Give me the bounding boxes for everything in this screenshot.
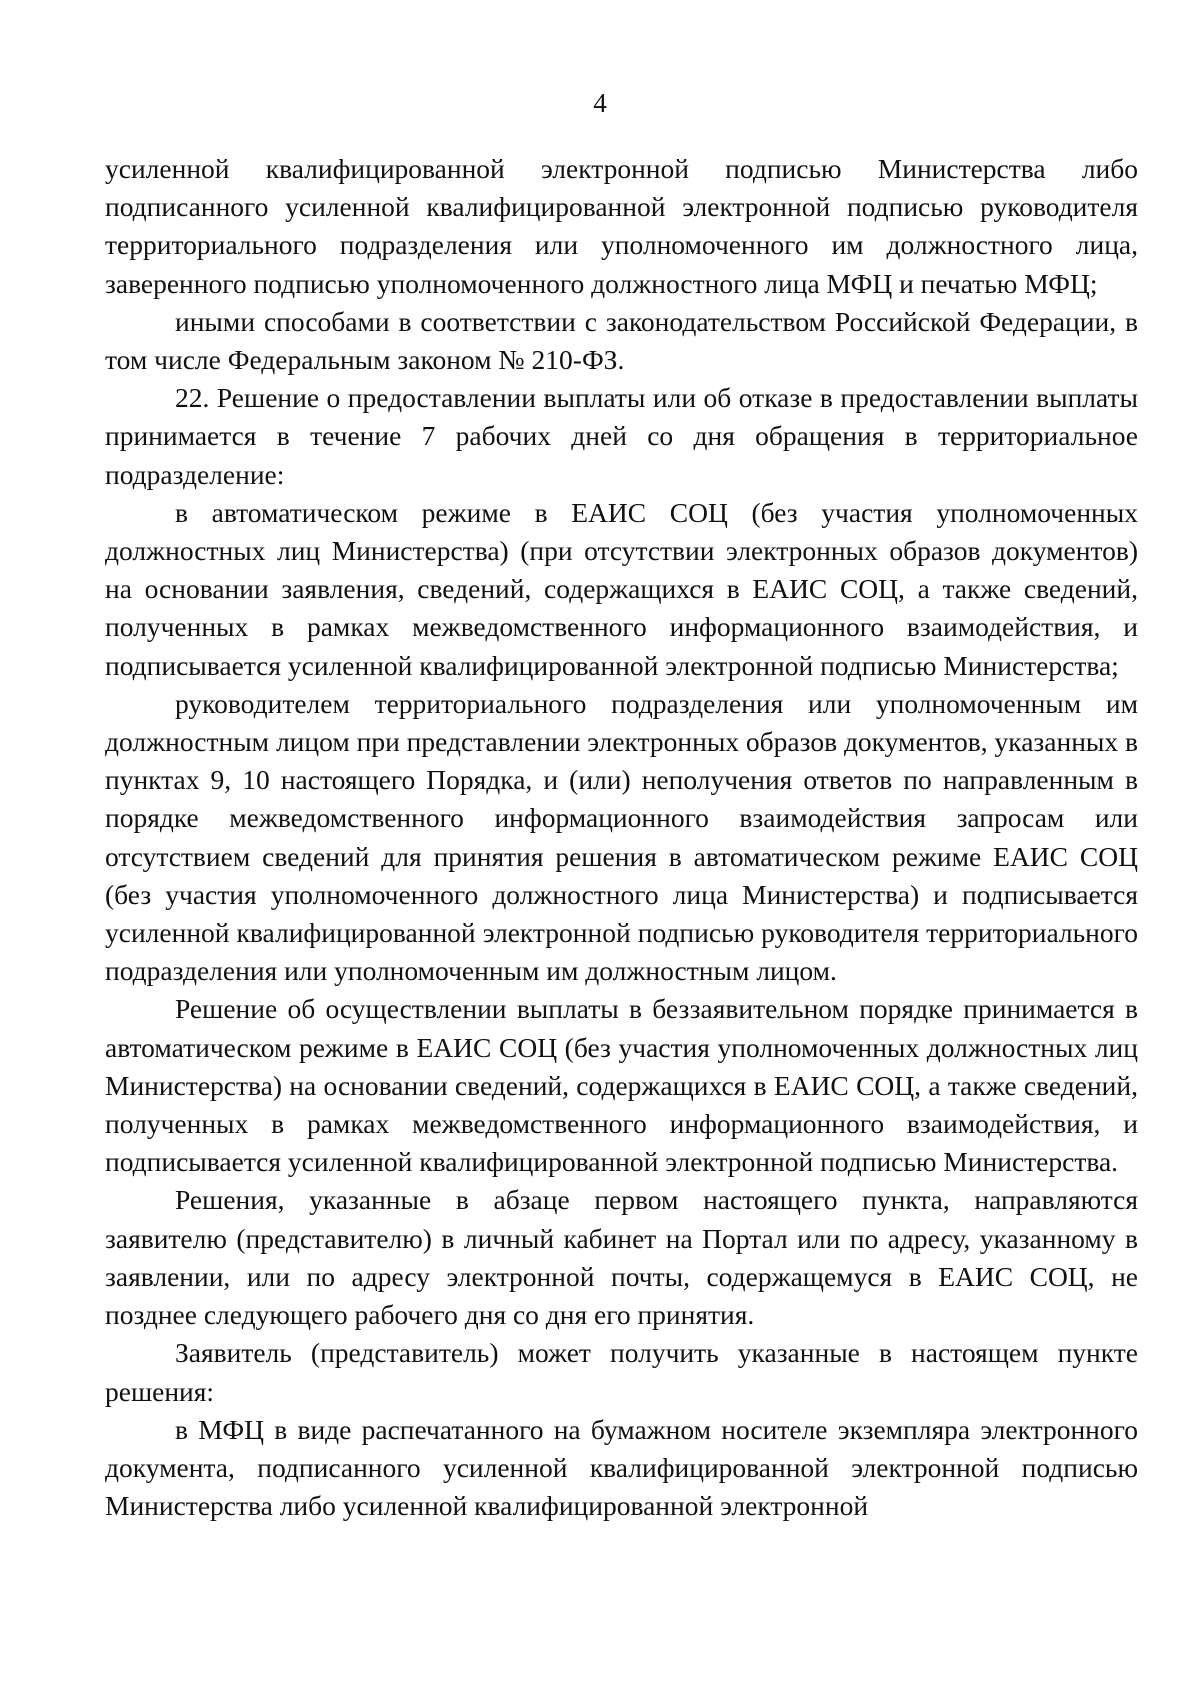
paragraph-5: руководителем территориального подразделения или уполномоченным им должностным лицом при представлении электронных образов документов, указанных в пунктах 9, 10 настоящего Порядка, и (или) неполучения ответов по направленным в порядке межведомственного информационного взаимодействия запросам или отсутствием сведений для принятия решения в автоматическом режиме ЕАИС СОЦ (без участия уполномоченного должностного лица Министерства) и подписывается усиленной квалифицированной электронной подписью руководителя территориального подразделения или уполномоченным им должностным лицом. <box>105 687 1138 987</box>
document-body <box>105 150 1138 1525</box>
paragraph-3: 22. Решение о предоставлении выплаты или об отказе в предоставлении выплаты принимается в течение 7 рабочих дней со дня обращения в территориальное подразделение: <box>105 382 1138 490</box>
paragraph-2: иными способами в соответствии с законодательством Российской Федерации, в том числе Федеральным законом № 210-ФЗ. <box>105 305 1138 376</box>
paragraph-7: Решения, указанные в абзаце первом настоящего пункта, направляются заявителю (представителю) в личный кабинет на Портал или по адресу, указанному в заявлении, или по адресу электронной почты, содержащемуся в ЕАИС СОЦ, не позднее следующего рабочего дня со дня его принятия. <box>105 1184 1138 1331</box>
paragraph-9: в МФЦ в виде распечатанного на бумажном носителе экземпляра электронного документа, подписанного усиленной квалифицированной электронной подписью Министерства либо усиленной квалифицированной электронной <box>105 1413 1138 1522</box>
paragraph-4: в автоматическом режиме в ЕАИС СОЦ (без участия уполномоченных должностных лиц Министерства) (при отсутствии электронных образов документов) на основании заявления, сведений, содержащихся в ЕАИС СОЦ, а также сведений, полученных в рамках межведомственного информационного взаимодействия, и подписывается усиленной квалифицированной электронной подписью Министерства; <box>105 496 1138 681</box>
page-number: 4 <box>593 88 607 118</box>
paragraph-1: усиленной квалифицированной электронной подписью Министерства либо подписанного усиленной квалифицированной электронной подписью руководителя территориального подразделения или уполномоченного им должностного лица, заверенного подписью уполномоченного должностного лица МФЦ и печатью МФЦ; <box>105 153 1138 299</box>
paragraph-8: Заявитель (представитель) может получить указанные в настоящем пункте решения: <box>105 1337 1138 1407</box>
paragraph-6: Решение об осуществлении выплаты в беззаявительном порядке принимается в автоматическом режиме в ЕАИС СОЦ (без участия уполномоченных должностных лиц Министерства) на основании сведений, содержащихся в ЕАИС СОЦ, а также сведений, полученных в рамках межведомственного информационного взаимодействия, и подписывается усиленной квалифицированной электронной подписью Министерства. <box>105 993 1138 1178</box>
